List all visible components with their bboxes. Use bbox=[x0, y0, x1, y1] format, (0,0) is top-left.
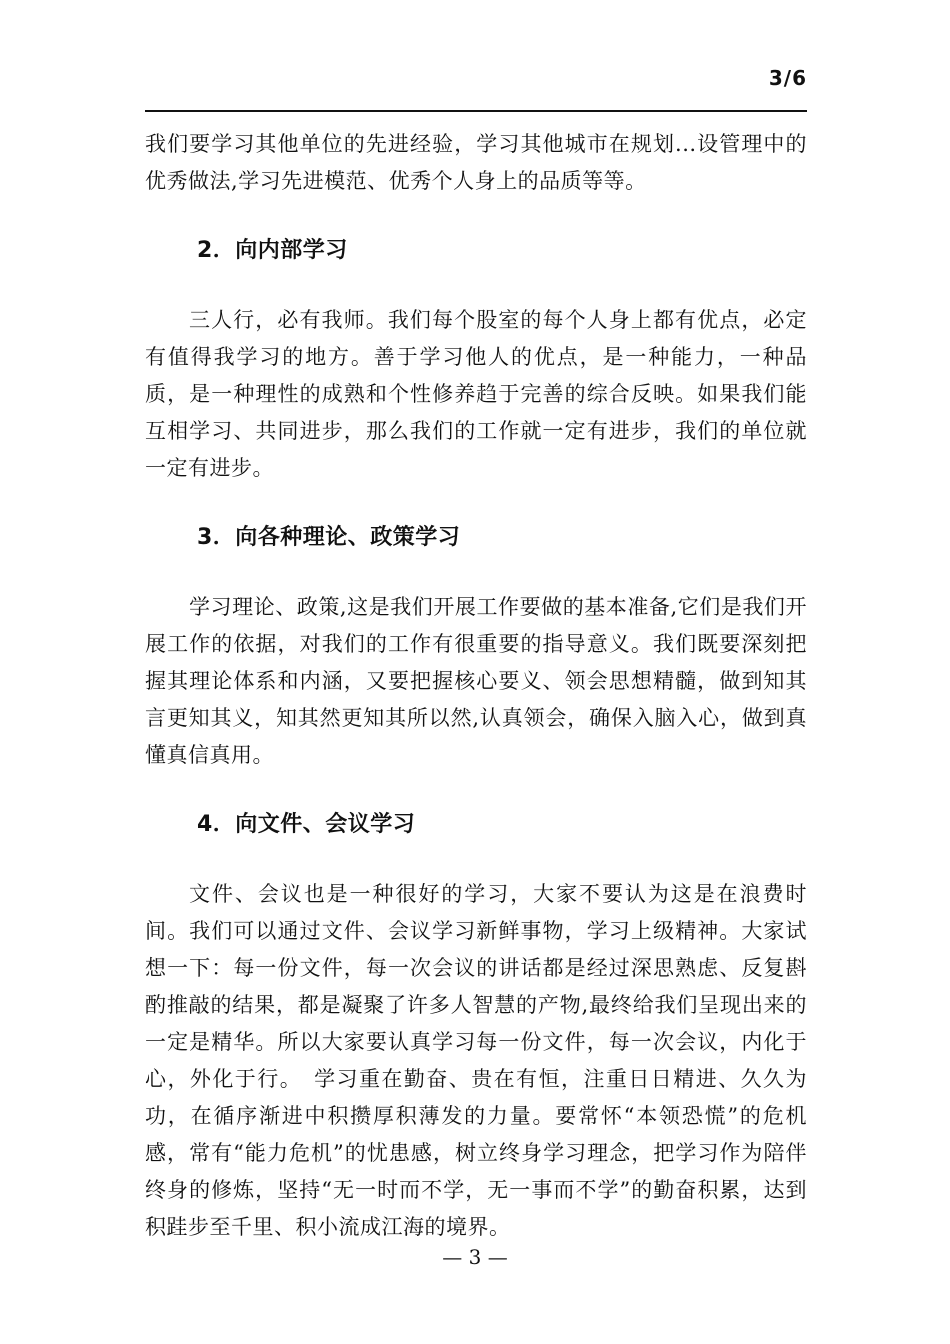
section-3-heading: 3．向各种理论、政策学习 bbox=[197, 525, 461, 550]
page-counter: 3/6 bbox=[768, 66, 807, 90]
page-number-footer: — 3 — bbox=[442, 1245, 508, 1269]
section-2-paragraph: 三人行，必有我师。我们每个股室的每个人身上都有优点，必定有值得我学习的地方。善于学习他人的优点，是一种能力，一种品质，是一种理性的成熟和个性修养趋于完善的综合反映。如果我们能互相学习、共同进步，那么我们的工作就一定有进步，我们的单位就一定有进步。 bbox=[145, 308, 807, 480]
section-3-paragraph: 学习理论、政策,这是我们开展工作要做的基本准备,它们是我们开展工作的依据，对我们的工作有很重要的指导意义。我们既要深刻把握其理论体系和内涵，又要把握核心要义、领会思想精髓，做到知其言更知其义，知其然更知其所以然,认真领会，确保入脑入心，做到真懂真信真用。 bbox=[145, 595, 807, 767]
section-4-heading: 4．向文件、会议学习 bbox=[197, 812, 416, 837]
section-2-heading: 2．向内部学习 bbox=[197, 238, 348, 263]
intro-paragraph: 我们要学习其他单位的先进经验，学习其他城市在规划...设管理中的优秀做法,学习先进模范、优秀个人身上的品质等等。 bbox=[145, 132, 807, 193]
section-4-paragraph: 文件、会议也是一种很好的学习，大家不要认为这是在浪费时间。我们可以通过文件、会议学习新鲜事物，学习上级精神。大家试想一下：每一份文件，每一次会议的讲话都是经过深思熟虑、反复斟酌推敲的结果，都是凝聚了许多人智慧的产物,最终给我们呈现出来的一定是精华。所以大家要认真学习每一份文件，每一次会议，内化于心，外化于行。 学习重在勤奋、贵在有恒，注重日日精进、久久为功，在循序渐进中积攒厚积薄发的力量。要常怀“本领恐慌”的危机感，常有“能力危机”的忧患感，树立终身学习理念，把学习作为陪伴终身的修炼，坚持“无一时而不学，无一事而不学”的勤奋积累，达到积跬步至千里、积小流成江海的境界。 bbox=[145, 882, 807, 1239]
document-body bbox=[145, 126, 807, 1246]
header-divider bbox=[145, 110, 807, 112]
